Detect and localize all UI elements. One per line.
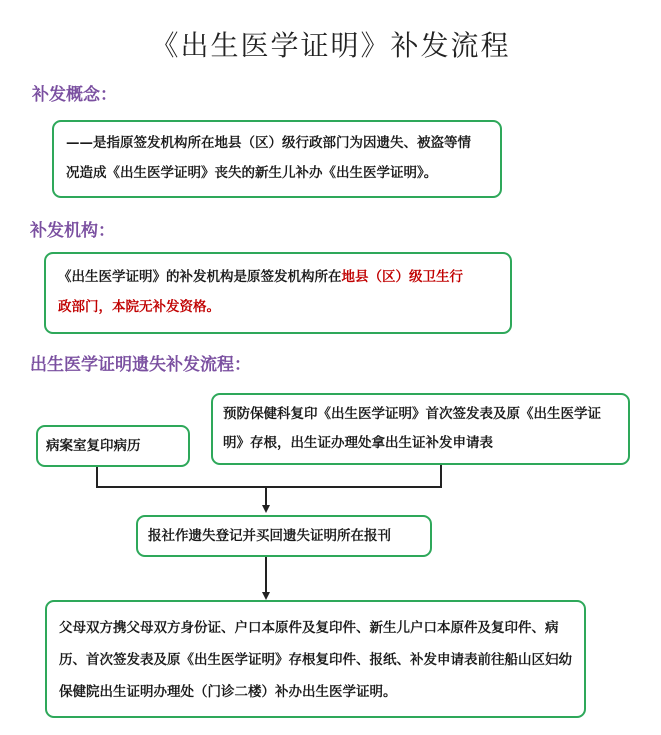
flow-box-records <box>36 425 190 467</box>
connector-horizontal <box>96 486 442 488</box>
institution-text-normal: 《出生医学证明》的补发机构是原签发机构所在 <box>58 269 342 285</box>
process-heading: 出生医学证明遗失补发流程： <box>30 355 251 375</box>
institution-box <box>44 252 512 334</box>
arrow-down-icon <box>262 592 270 600</box>
concept-text-line2: 况造成《出生医学证明》丧失的新生儿补办《出生医学证明》。 <box>66 165 438 181</box>
flow-box-prevention <box>211 393 630 465</box>
flow-box-newspaper <box>136 515 432 557</box>
concept-heading: 补发概念： <box>32 85 117 105</box>
connector-final-down <box>265 557 267 595</box>
connector-left-down <box>96 467 98 487</box>
connector-merge-down <box>265 487 267 507</box>
institution-text-line1 <box>58 262 500 292</box>
arrow-down-icon <box>262 505 270 513</box>
concept-text-line1: ——是指原签发机构所在地县（区）级行政部门为因遗失、被盗等情 <box>66 135 471 151</box>
flow-text-prevention: 预防保健科复印《出生医学证明》首次签发表及原《出生医学证明》存根，出生证办理处拿出生证补发申请表 <box>223 406 601 451</box>
flow-text-final: 父母双方携父母双方身份证、户口本原件及复印件、新生儿户口本原件及复印件、病历、首次签发表及原《出生医学证明》存根复印件、报纸、补发申请表前往船山区妇幼保健院出生证明办理处（门诊二楼）补办出生医学证明。 <box>59 620 572 700</box>
page-title: 《出生医学证明》补发流程 <box>150 29 511 62</box>
flow-text-newspaper: 报社作遗失登记并买回遗失证明所在报刊 <box>148 528 391 544</box>
connector-right-down <box>440 465 442 487</box>
flow-box-final <box>45 600 586 718</box>
institution-heading: 补发机构： <box>30 221 115 241</box>
concept-box <box>52 120 502 198</box>
flow-text-records: 病案室复印病历 <box>46 438 141 454</box>
institution-text-red2: 政部门，本院无补发资格。 <box>58 299 220 315</box>
institution-text-red1: 地县（区）级卫生行 <box>341 269 463 285</box>
